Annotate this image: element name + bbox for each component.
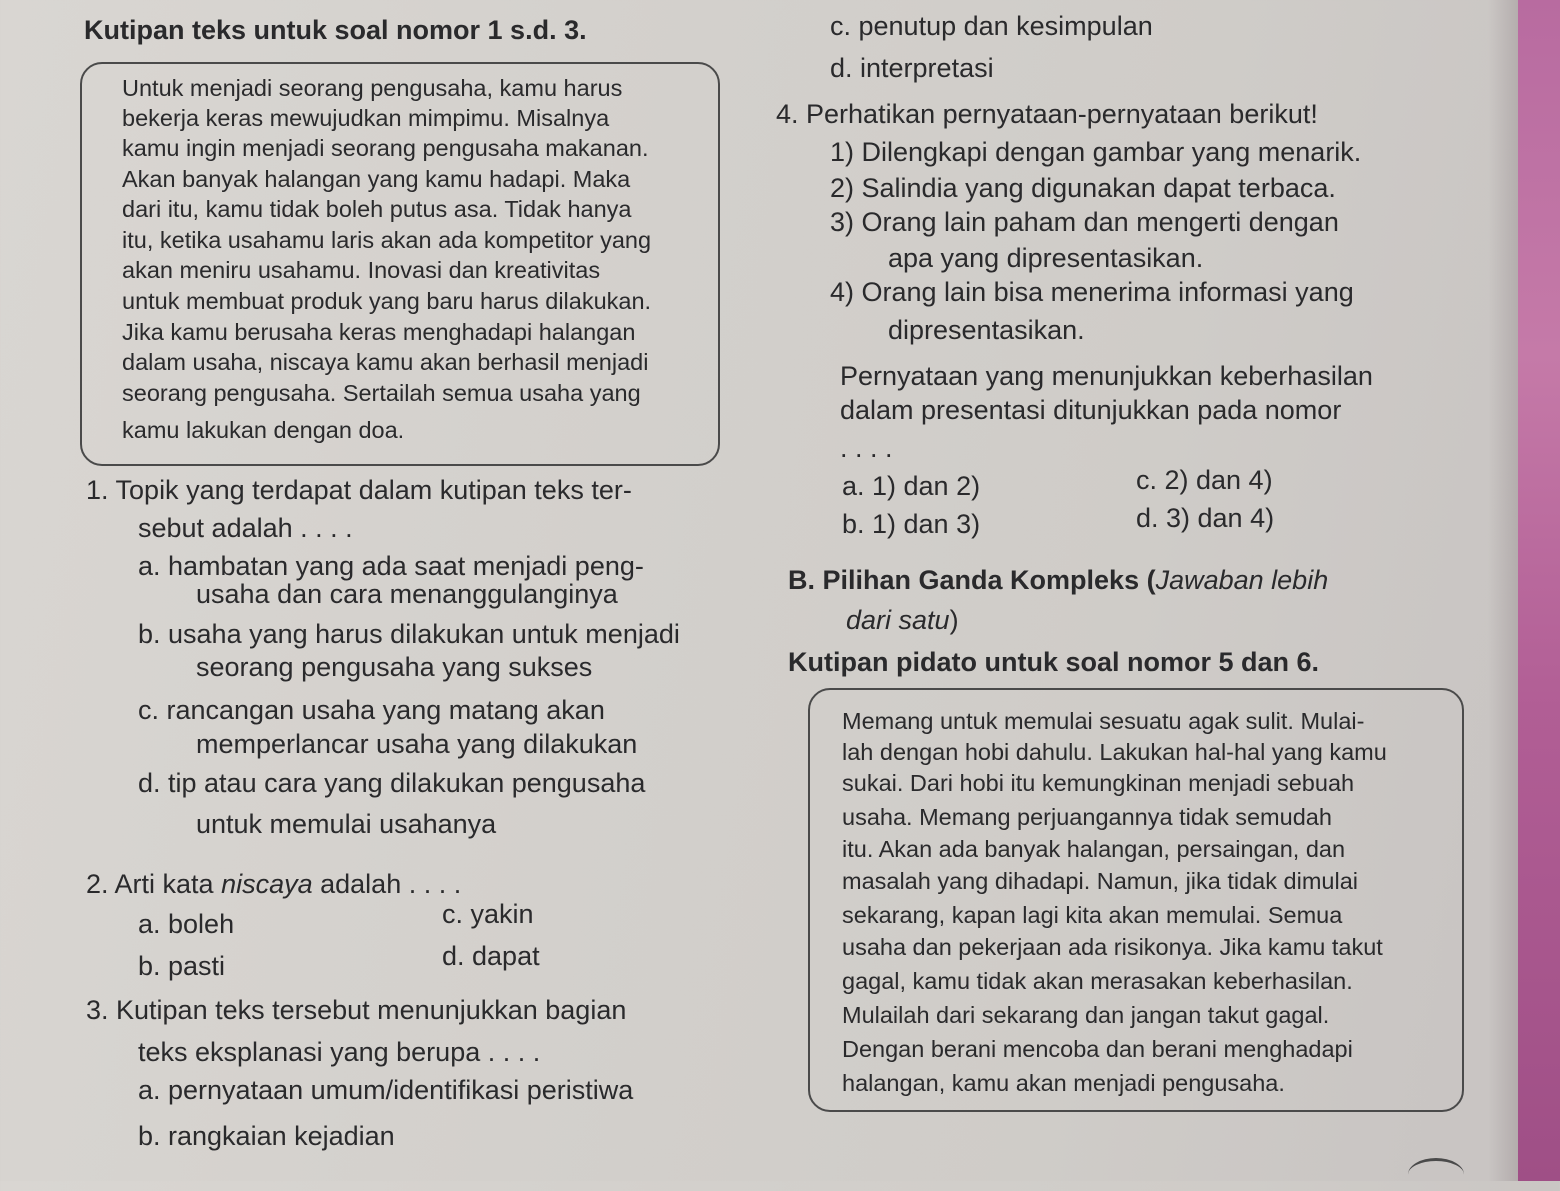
speech-line: usaha dan pekerjaan ada risikonya. Jika kamu takut xyxy=(842,934,1383,960)
q4-statement-2: 2) Salindia yang digunakan dapat terbaca. xyxy=(830,173,1336,203)
q4-option-d: d. 3) dan 4) xyxy=(1136,503,1275,533)
q1-option-c-cont: memperlancar usaha yang dilakukan xyxy=(196,729,638,759)
q4-option-a: a. 1) dan 2) xyxy=(842,471,981,501)
q1-option-c: c. rancangan usaha yang matang akan xyxy=(138,695,605,725)
section-title-q1-3: Kutipan teks untuk soal nomor 1 s.d. 3. xyxy=(84,15,587,45)
speech-section-title: Kutipan pidato untuk soal nomor 5 dan 6. xyxy=(788,647,1320,677)
q4-statement-3: 3) Orang lain paham dan mengerti dengan xyxy=(830,207,1339,237)
story-line: Jika kamu berusaha keras menghadapi halangan xyxy=(122,319,636,345)
section-b-title-main: B. Pilihan Ganda Kompleks ( xyxy=(788,565,1156,595)
q3-stem-line-2: teks eksplanasi yang berupa . . . . xyxy=(138,1037,541,1067)
speech-line: itu. Akan ada banyak halangan, persaingan, dan xyxy=(842,836,1346,862)
q1-option-b-cont: seorang pengusaha yang sukses xyxy=(196,652,593,682)
speech-line: Dengan berani mencoba dan berani menghadapi xyxy=(842,1036,1353,1062)
q4-question-line-2: dalam presentasi ditunjukkan pada nomor xyxy=(840,395,1342,425)
q3-option-c: c. penutup dan kesimpulan xyxy=(830,11,1153,41)
q4-stem: 4. Perhatikan pernyataan-pernyataan berikut! xyxy=(776,99,1318,129)
story-line: kamu ingin menjadi seorang pengusaha makanan. xyxy=(122,135,649,161)
speech-line: masalah yang dihadapi. Namun, jika tidak dimulai xyxy=(842,868,1358,894)
q4-statement-1: 1) Dilengkapi dengan gambar yang menarik. xyxy=(830,137,1362,167)
speech-line: gagal, kamu tidak akan merasakan keberhasilan. xyxy=(842,968,1353,994)
speech-line: sekarang, kapan lagi kita akan memulai. Semua xyxy=(842,902,1343,928)
q2-option-a: a. boleh xyxy=(138,909,235,939)
story-line: dalam usaha, niscaya kamu akan berhasil menjadi xyxy=(122,349,649,375)
q3-option-b: b. rangkaian kejadian xyxy=(138,1121,395,1151)
section-b-title-cont xyxy=(846,604,959,636)
story-line: seorang pengusaha. Sertailah semua usaha yang xyxy=(122,380,641,406)
q2-option-c: c. yakin xyxy=(442,899,534,929)
decorative-arc xyxy=(1408,1158,1464,1191)
speech-line: Mulailah dari sekarang dan jangan takut gagal. xyxy=(842,1002,1330,1028)
q1-option-a-cont: usaha dan cara menanggulanginya xyxy=(196,579,618,609)
q2-stem-suffix: adalah . . . . xyxy=(312,869,462,899)
speech-line: Memang untuk memulai sesuatu agak sulit. Mulai- xyxy=(842,708,1365,734)
q4-question-line-3: . . . . xyxy=(840,433,893,463)
story-line: kamu lakukan dengan doa. xyxy=(122,417,405,443)
speech-line: sukai. Dari hobi itu kemungkinan menjadi sebuah xyxy=(842,770,1355,796)
q4-statement-4: 4) Orang lain bisa menerima informasi yang xyxy=(830,277,1354,307)
speech-line: lah dengan hobi dahulu. Lakukan hal-hal yang kamu xyxy=(842,739,1387,765)
q3-option-d: d. interpretasi xyxy=(830,53,994,83)
q4-option-c: c. 2) dan 4) xyxy=(1136,465,1273,495)
story-line: dari itu, kamu tidak boleh putus asa. Tidak hanya xyxy=(122,196,632,222)
q2-stem xyxy=(86,868,461,900)
speech-line: usaha. Memang perjuangannya tidak semudah xyxy=(842,804,1332,830)
q3-stem-line-1: 3. Kutipan teks tersebut menunjukkan bagian xyxy=(86,995,627,1025)
q1-option-b: b. usaha yang harus dilakukan untuk menjadi xyxy=(138,619,680,649)
story-line: Untuk menjadi seorang pengusaha, kamu harus xyxy=(122,75,623,101)
q1-stem-line-2: sebut adalah . . . . xyxy=(138,513,353,543)
q4-question-line-1: Pernyataan yang menunjukkan keberhasilan xyxy=(840,361,1373,391)
story-line: untuk membuat produk yang baru harus dilakukan. xyxy=(122,288,652,314)
story-line: Akan banyak halangan yang kamu hadapi. Maka xyxy=(122,166,631,192)
q2-option-d: d. dapat xyxy=(442,941,540,971)
section-b-title-italic: Jawaban lebih xyxy=(1155,565,1329,595)
speech-line: halangan, kamu akan menjadi pengusaha. xyxy=(842,1070,1285,1096)
q4-statement-4-cont: dipresentasikan. xyxy=(888,315,1085,345)
page-edge-strip xyxy=(1518,0,1560,1181)
q1-option-d-cont: untuk memulai usahanya xyxy=(196,809,497,839)
section-b-title-close: ) xyxy=(949,605,959,635)
q3-option-a: a. pernyataan umum/identifikasi peristiwa xyxy=(138,1075,634,1105)
q2-stem-word: niscaya xyxy=(221,869,313,899)
q2-option-b: b. pasti xyxy=(138,951,226,981)
page-edge-shadow xyxy=(1488,0,1518,1181)
q2-stem-prefix: 2. Arti kata xyxy=(86,869,222,899)
q4-statement-3-cont: apa yang dipresentasikan. xyxy=(888,243,1204,273)
q1-option-d: d. tip atau cara yang dilakukan pengusaha xyxy=(138,768,646,798)
section-b-title xyxy=(788,564,1328,596)
story-line: bekerja keras mewujudkan mimpimu. Misalnya xyxy=(122,105,610,131)
story-line: akan meniru usahamu. Inovasi dan kreativitas xyxy=(122,257,601,283)
q1-stem-line-1: 1. Topik yang terdapat dalam kutipan teks ter- xyxy=(86,475,632,505)
section-b-title-italic-2: dari satu xyxy=(846,605,950,635)
q1-option-a: a. hambatan yang ada saat menjadi peng- xyxy=(138,551,644,581)
q4-option-b: b. 1) dan 3) xyxy=(842,509,981,539)
story-line: itu, ketika usahamu laris akan ada kompetitor yang xyxy=(122,227,652,253)
